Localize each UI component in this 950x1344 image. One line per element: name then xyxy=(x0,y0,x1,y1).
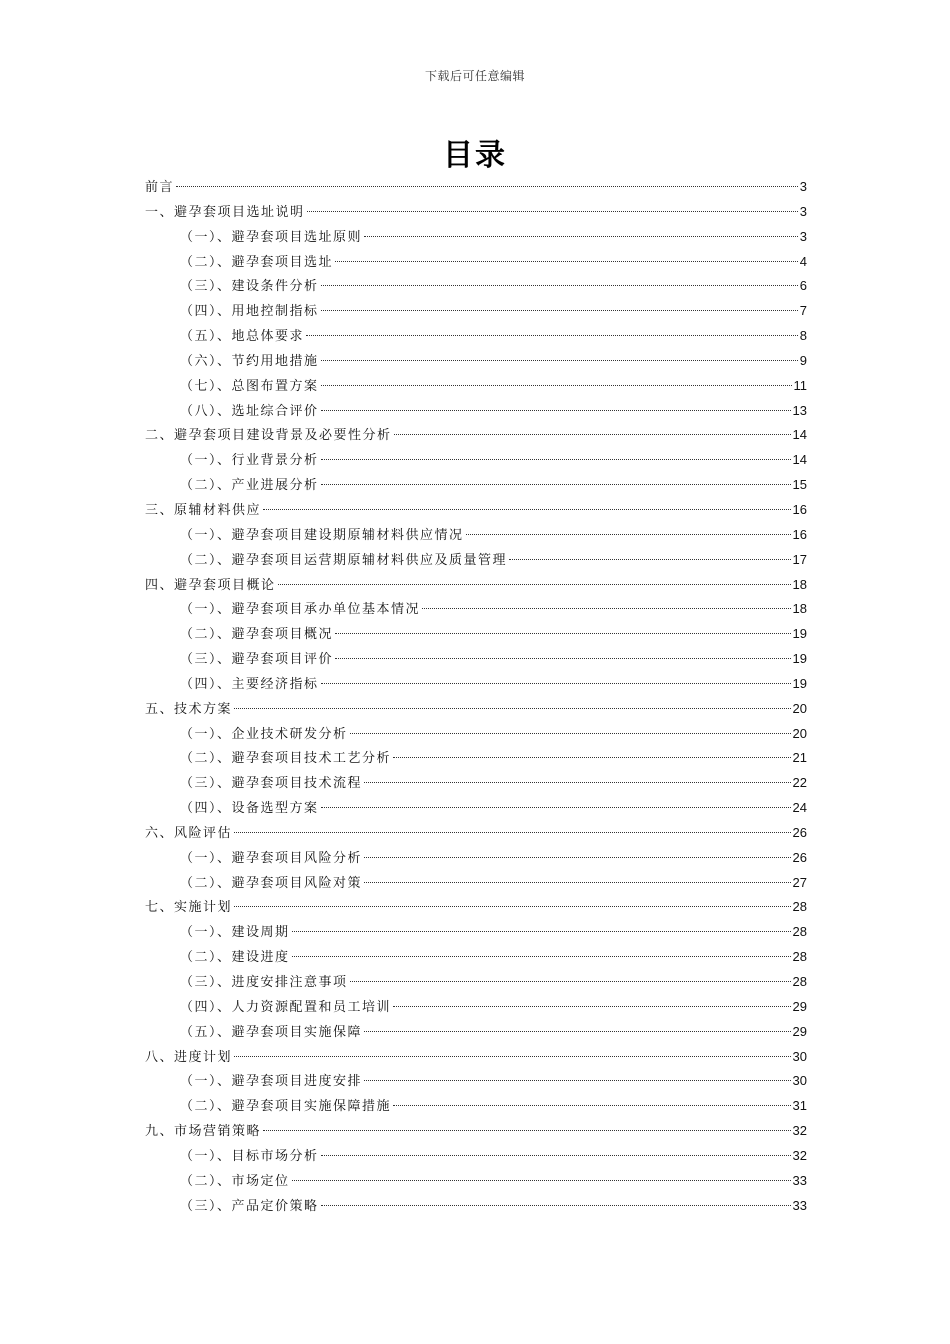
toc-entry-page-number: 21 xyxy=(792,750,807,766)
toc-entry-page-number: 16 xyxy=(792,526,807,542)
toc-entry[interactable] xyxy=(145,796,807,821)
toc-entry-title: 二、避孕套项目建设背景及必要性分析 xyxy=(145,428,392,444)
toc-dot-leader xyxy=(321,1155,791,1156)
toc-entry[interactable] xyxy=(145,597,807,622)
toc-entry-title: （八）、选址综合评价 xyxy=(180,403,319,419)
toc-entry-page-number: 18 xyxy=(792,576,807,592)
toc-entry-page-number: 14 xyxy=(792,452,807,468)
toc-entry-title: （一）、行业背景分析 xyxy=(180,453,319,469)
toc-entry-page-number: 31 xyxy=(792,1098,807,1114)
toc-entry[interactable] xyxy=(145,821,807,846)
toc-entry-title: （一）、避孕套项目承办单位基本情况 xyxy=(180,602,421,618)
toc-entry-title: 九、市场营销策略 xyxy=(145,1124,262,1140)
toc-entry-title: （二）、避孕套项目风险对策 xyxy=(180,875,363,891)
toc-dot-leader xyxy=(321,310,798,311)
toc-dot-leader xyxy=(306,335,798,336)
toc-entry[interactable] xyxy=(145,945,807,970)
toc-entry[interactable] xyxy=(145,473,807,498)
toc-dot-leader xyxy=(364,1080,791,1081)
toc-entry-page-number: 20 xyxy=(792,725,807,741)
toc-entry[interactable] xyxy=(145,995,807,1020)
toc-entry-title: （二）、避孕套项目概况 xyxy=(180,627,334,643)
toc-dot-leader xyxy=(350,733,791,734)
toc-entry[interactable] xyxy=(145,200,807,225)
toc-entry[interactable] xyxy=(145,1094,807,1119)
toc-entry[interactable] xyxy=(145,523,807,548)
toc-entry-title: （三）、进度安排注意事项 xyxy=(180,975,348,990)
toc-entry[interactable] xyxy=(145,1020,807,1045)
toc-entry[interactable] xyxy=(145,274,807,299)
toc-entry-title: （一）、建设周期 xyxy=(180,925,290,941)
toc-entry-page-number: 17 xyxy=(792,551,807,567)
toc-entry-page-number: 13 xyxy=(792,402,807,418)
table-of-contents xyxy=(145,175,807,1218)
toc-entry[interactable] xyxy=(145,175,807,200)
toc-entry[interactable] xyxy=(145,1194,807,1219)
toc-dot-leader xyxy=(321,360,798,361)
toc-dot-leader xyxy=(393,1006,791,1007)
toc-entry[interactable] xyxy=(145,722,807,747)
toc-entry[interactable] xyxy=(145,895,807,920)
toc-entry-title: （二）、市场定位 xyxy=(180,1173,290,1189)
toc-entry-title: （四）、用地控制指标 xyxy=(180,304,319,320)
toc-dot-leader xyxy=(292,931,791,932)
toc-entry-page-number: 19 xyxy=(792,651,807,667)
toc-entry-title: （三）、避孕套项目技术流程 xyxy=(180,776,363,792)
toc-entry-page-number: 4 xyxy=(799,253,807,269)
toc-entry-page-number: 28 xyxy=(792,899,807,915)
toc-entry[interactable] xyxy=(145,498,807,523)
toc-entry[interactable] xyxy=(145,970,807,995)
toc-entry-page-number: 27 xyxy=(792,874,807,890)
toc-entry-title: （一）、企业技术研发分析 xyxy=(180,726,348,742)
toc-entry-title: （三）、产品定价策略 xyxy=(180,1198,319,1214)
toc-entry[interactable] xyxy=(145,622,807,647)
toc-entry-page-number: 26 xyxy=(792,849,807,865)
toc-dot-leader xyxy=(321,285,798,286)
toc-dot-leader xyxy=(364,1031,791,1032)
toc-entry-title: 三、原辅材料供应 xyxy=(145,502,262,518)
toc-entry-title: （三）、避孕套项目评价 xyxy=(180,652,334,668)
toc-dot-leader xyxy=(263,1130,791,1131)
toc-entry[interactable] xyxy=(145,1169,807,1194)
toc-entry-title: 四、避孕套项目概论 xyxy=(145,577,276,593)
toc-entry-title: （一）、避孕套项目风险分析 xyxy=(180,850,363,866)
toc-entry-title: （一）、避孕套项目建设期原辅材料供应情况 xyxy=(180,527,464,543)
toc-dot-leader xyxy=(321,410,791,411)
toc-entry[interactable] xyxy=(145,846,807,871)
toc-entry-page-number: 19 xyxy=(792,626,807,642)
toc-entry-page-number: 20 xyxy=(792,700,807,716)
toc-entry[interactable] xyxy=(145,647,807,672)
toc-dot-leader xyxy=(393,1105,791,1106)
toc-entry-page-number: 32 xyxy=(792,1147,807,1163)
toc-entry[interactable] xyxy=(145,1045,807,1070)
toc-entry[interactable] xyxy=(145,573,807,598)
toc-dot-leader xyxy=(292,956,791,957)
toc-entry-title: 七、实施计划 xyxy=(145,900,233,916)
toc-entry-title: （七）、总图布置方案 xyxy=(180,378,319,394)
toc-entry-title: （二）、避孕套项目技术工艺分析 xyxy=(180,751,392,767)
toc-entry[interactable] xyxy=(145,299,807,324)
toc-entry-page-number: 28 xyxy=(792,924,807,940)
toc-entry-page-number: 33 xyxy=(792,1172,807,1188)
toc-entry-page-number: 30 xyxy=(792,1073,807,1089)
toc-entry-page-number: 16 xyxy=(792,501,807,517)
toc-dot-leader xyxy=(466,534,791,535)
toc-dot-leader xyxy=(394,434,791,435)
toc-entry-page-number: 14 xyxy=(792,427,807,443)
toc-dot-leader xyxy=(234,1056,791,1057)
toc-entry-title: （四）、人力资源配置和员工培训 xyxy=(180,999,392,1015)
toc-entry-title: 前言 xyxy=(145,180,175,195)
toc-entry-title: 五、技术方案 xyxy=(145,701,233,717)
toc-entry-page-number: 32 xyxy=(792,1123,807,1139)
toc-entry-page-number: 3 xyxy=(799,179,807,194)
toc-dot-leader xyxy=(364,782,791,783)
toc-entry[interactable] xyxy=(145,250,807,275)
toc-dot-leader xyxy=(176,186,798,187)
toc-dot-leader xyxy=(422,608,791,609)
toc-entry-title: （五）、地总体要求 xyxy=(180,329,305,345)
toc-entry-page-number: 6 xyxy=(799,278,807,294)
toc-entry-page-number: 28 xyxy=(792,974,807,989)
toc-dot-leader xyxy=(321,807,791,808)
toc-entry-page-number: 24 xyxy=(792,800,807,816)
toc-entry-title: （二）、产业进展分析 xyxy=(180,478,319,494)
toc-entry-page-number: 26 xyxy=(792,824,807,840)
toc-dot-leader xyxy=(234,906,791,907)
toc-entry-page-number: 18 xyxy=(792,601,807,617)
toc-dot-leader xyxy=(321,1205,791,1206)
toc-entry[interactable] xyxy=(145,697,807,722)
toc-entry-page-number: 30 xyxy=(792,1048,807,1064)
toc-entry-title: （二）、建设进度 xyxy=(180,950,290,966)
toc-entry-title: （六）、节约用地措施 xyxy=(180,353,319,369)
toc-entry-title: （五）、避孕套项目实施保障 xyxy=(180,1024,363,1040)
toc-entry-page-number: 15 xyxy=(792,477,807,493)
toc-dot-leader xyxy=(393,757,791,758)
toc-entry-page-number: 3 xyxy=(799,228,807,244)
toc-entry-title: 一、避孕套项目选址说明 xyxy=(145,204,305,220)
toc-entry[interactable] xyxy=(145,771,807,796)
toc-entry-title: 六、风险评估 xyxy=(145,825,233,841)
toc-dot-leader xyxy=(509,559,791,560)
toc-dot-leader xyxy=(321,385,792,386)
toc-entry-page-number: 3 xyxy=(799,203,807,219)
toc-entry-page-number: 11 xyxy=(793,377,807,393)
toc-entry-title: （四）、主要经济指标 xyxy=(180,676,319,692)
toc-dot-leader xyxy=(321,459,791,460)
toc-dot-leader xyxy=(350,981,791,982)
toc-entry-page-number: 19 xyxy=(792,675,807,691)
toc-entry[interactable] xyxy=(145,1144,807,1169)
toc-entry[interactable] xyxy=(145,920,807,945)
toc-dot-leader xyxy=(335,633,791,634)
toc-entry[interactable] xyxy=(145,1119,807,1144)
toc-dot-leader xyxy=(292,1180,791,1181)
toc-dot-leader xyxy=(234,832,791,833)
toc-dot-leader xyxy=(364,857,791,858)
toc-entry-title: （三）、建设条件分析 xyxy=(180,279,319,295)
toc-dot-leader xyxy=(321,484,791,485)
toc-dot-leader xyxy=(335,261,798,262)
toc-entry[interactable] xyxy=(145,746,807,771)
toc-entry-page-number: 29 xyxy=(792,998,807,1014)
toc-entry[interactable] xyxy=(145,349,807,374)
toc-entry-title: （一）、避孕套项目选址原则 xyxy=(180,229,363,245)
toc-entry[interactable] xyxy=(145,399,807,424)
toc-entry[interactable] xyxy=(145,672,807,697)
toc-entry-title: （二）、避孕套项目实施保障措施 xyxy=(180,1099,392,1115)
toc-entry[interactable] xyxy=(145,1069,807,1094)
toc-entry-title: （二）、避孕套项目选址 xyxy=(180,254,334,270)
toc-entry-title: （一）、目标市场分析 xyxy=(180,1148,319,1164)
toc-entry[interactable] xyxy=(145,423,807,448)
toc-dot-leader xyxy=(278,584,791,585)
toc-entry-page-number: 33 xyxy=(792,1197,807,1213)
toc-entry-page-number: 9 xyxy=(799,352,807,368)
toc-dot-leader xyxy=(335,658,791,659)
toc-entry-page-number: 22 xyxy=(792,775,807,791)
toc-entry-title: （四）、设备选型方案 xyxy=(180,801,319,817)
toc-entry[interactable] xyxy=(145,871,807,896)
toc-entry[interactable] xyxy=(145,448,807,473)
toc-entry-page-number: 29 xyxy=(792,1023,807,1039)
page-title: 目录 xyxy=(443,138,507,173)
toc-entry-title: （一）、避孕套项目进度安排 xyxy=(180,1074,363,1090)
toc-entry-page-number: 28 xyxy=(792,949,807,965)
toc-dot-leader xyxy=(263,509,791,510)
toc-entry[interactable] xyxy=(145,225,807,250)
toc-entry[interactable] xyxy=(145,548,807,573)
toc-entry[interactable] xyxy=(145,324,807,349)
toc-entry-page-number: 8 xyxy=(799,328,807,344)
toc-entry[interactable] xyxy=(145,374,807,399)
toc-dot-leader xyxy=(321,683,791,684)
header-note: 下载后可任意编辑 xyxy=(424,69,525,83)
toc-dot-leader xyxy=(364,236,798,237)
toc-entry-title: （二）、避孕套项目运营期原辅材料供应及质量管理 xyxy=(180,552,508,568)
toc-entry-title: 八、进度计划 xyxy=(145,1049,233,1065)
toc-entry-page-number: 7 xyxy=(799,303,807,319)
toc-dot-leader xyxy=(234,708,791,709)
toc-dot-leader xyxy=(364,882,791,883)
toc-dot-leader xyxy=(307,211,798,212)
